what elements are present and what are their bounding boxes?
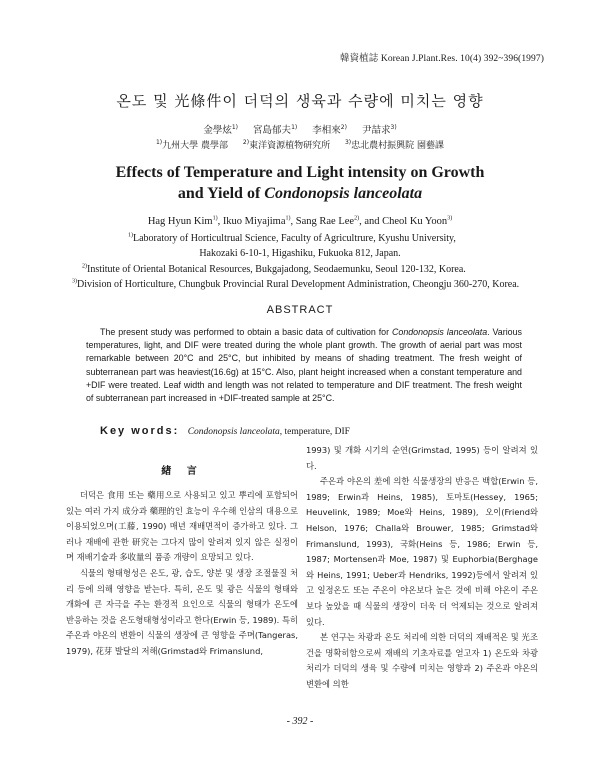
keywords-label: Key words	[100, 425, 174, 437]
section-heading-introduction: 緖 言	[161, 466, 203, 477]
paragraph: 1993) 및 개화 시기의 순연(Grimstad, 1995) 등이 알려져 있다.	[306, 445, 538, 471]
left-column	[66, 488, 298, 660]
affiliation-2: $^{2)}$Institute of Oriental Botanical Resources, Bukgajadong, Seodaemunku, Seoul 120-132, Korea.	[82, 263, 466, 275]
english-author: Hag Hyun Kim	[147, 216, 213, 227]
keyword-species: Condonopsis lanceolata	[187, 427, 280, 437]
page-number: - 392 -	[286, 716, 314, 727]
korean-title: 온도 및 光條件이 더덕의 생육과 수량에 미치는 영향	[116, 92, 484, 110]
paragraph: 주온과 야온의 差에 의한 식물생장의 반응은 백합(Erwin 등, 1989; Erwin과 Heins, 1985), 토마토(Hessey, 1965; Heuvelink, 1989; Moe와 Heins, 1989), 오이(Friend와 Helson, 1976; Challa와 Brouwer, 1985; Grimstad와 Frimanslund, 1993), 국화(Heins 등, 1986; Erwin 등, 1987; Mortensen과 Moe, 1987) 및 Euphorbia(Berghage와 Heins, 1991; Ueber과 Hendriks, 1992)등에서 알려져 있고 일정온도 또는 주온이 야온보다 높은 것에 비해 야온이 주온보다 높았을 때 식물의 생장이 더욱 더 억제되는 것으로 알려져 있다.	[306, 476, 538, 627]
korean-affiliations	[0, 138, 600, 151]
korean-authors	[0, 122, 600, 136]
journal-citation: 韓資植誌 Korean J.Plant.Res. 10(4) 392~396(1997)	[339, 54, 544, 64]
korean-affiliation: $^{2)}$東洋資源植物研究所	[242, 139, 331, 151]
korean-affiliation: $^{1)}$九州大學 農學部	[155, 139, 229, 151]
english-author: Sang Rae Lee	[295, 216, 355, 227]
affiliation-3: $^{3)}$Division of Horticulture, Chungbuk Provincial Rural Development Administration, Cheongju 360-270, Korea.	[72, 278, 520, 290]
korean-author: 尹喆求$^{3)}$	[361, 123, 397, 136]
keywords: Key words: Condonopsis lanceolata, temperature, DIF	[100, 425, 350, 437]
english-title	[0, 162, 600, 204]
species-name: Condonopsis lanceolata	[391, 327, 488, 337]
affiliation-1-address: Hakozaki 6-10-1, Higashiku, Fukuoka 812, Japan.	[199, 248, 401, 259]
paragraph: 식물의 형태형성은 온도, 광, 습도, 양분 및 생장 조절물질 처리 등에 의해 영향을 받는다. 특히, 온도 및 광은 식물의 형태와 개화에 큰 자극을 주는 환경적 요인으로 식물의 형태가 온도에 반응하는 것을 온도형태형성이라고 한다(Erwin 등, 1989). 특히 주온과 야온의 변환이 식물의 생장에 큰 영향을 주며(Tangeras, 1979), 花芽 발달의 저해(Grimstad와 Frimanslund,	[66, 567, 298, 656]
korean-affiliation: $^{3)}$忠北農村振興院 園藝課	[344, 139, 445, 151]
korean-author: 宮島郁夫$^{1)}$	[253, 123, 298, 136]
paragraph: 본 연구는 차광과 온도 처리에 의한 더덕의 재배적온 및 光조건을 명확히함으로써 재배의 기초자료를 얻고자 1) 온도와 차광 처리가 더덕의 생육 및 수량에 미치는 영향과 2) 주온과 야온의 변환에 의한	[306, 632, 538, 689]
english-authors: Hag Hyun Kim$^{1)}$, Ikuo Miyajima$^{1)}$, Sang Rae Lee$^{2)}$, and Cheol Ku Yoon$^{3)}$	[147, 215, 453, 227]
species-name: Condonopsis lanceolata	[264, 185, 423, 202]
korean-author: 李相來$^{2)}$	[312, 123, 347, 136]
affiliation-1: $^{1)}$Laboratory of Horticultrual Science, Faculty of Agricultrure, Kyushu University,	[128, 232, 456, 244]
paragraph: 더덕은 食用 또는 藥用으로 사용되고 있고 뿌리에 포함되어 있는 여러 가지 成分과 藥理的인 효능이 우수해 인삼의 대용으로 이용되었으며(工藤, 1990) 매년 재배면적이 증가하고 있다. 그러나 재배에 관한 研究는 그다지 많이 알려져 있지 않은 실정이며 재배기술과 多收量의 품종 개량이 요망되고 있다.	[66, 490, 298, 563]
right-column	[306, 443, 538, 693]
english-title-line-1: Effects of Temperature and Light intensity on Growth	[115, 164, 485, 181]
english-author: Cheol Ku Yoon	[382, 216, 448, 227]
english-title-line-2: and Yield of Condonopsis lanceolata	[177, 185, 423, 202]
english-author: Ikuo Miyajima	[222, 216, 286, 227]
korean-author: 金學炫$^{1)}$	[203, 123, 239, 136]
abstract-text: The present study was performed to obtain a basic data of cultivation for Condonopsis lanceolata. Various temperatures, light, and DIF were treated during the whole plant growth. The growth of aerial part was most remarkable between 20°C and 25°C, but inhibited by means of shading treatment. The fresh weight of subterranean part was heaviest(16.6g) at 15°C. Also, plant height increased when a constant temperature and +DIF were treated. Leaf width and length was not related to temperature and DIF treatment. The fresh weight of subterranean part increased in +DIF-treated sample at 25°C.	[86, 327, 522, 404]
abstract-heading: ABSTRACT	[266, 304, 334, 316]
